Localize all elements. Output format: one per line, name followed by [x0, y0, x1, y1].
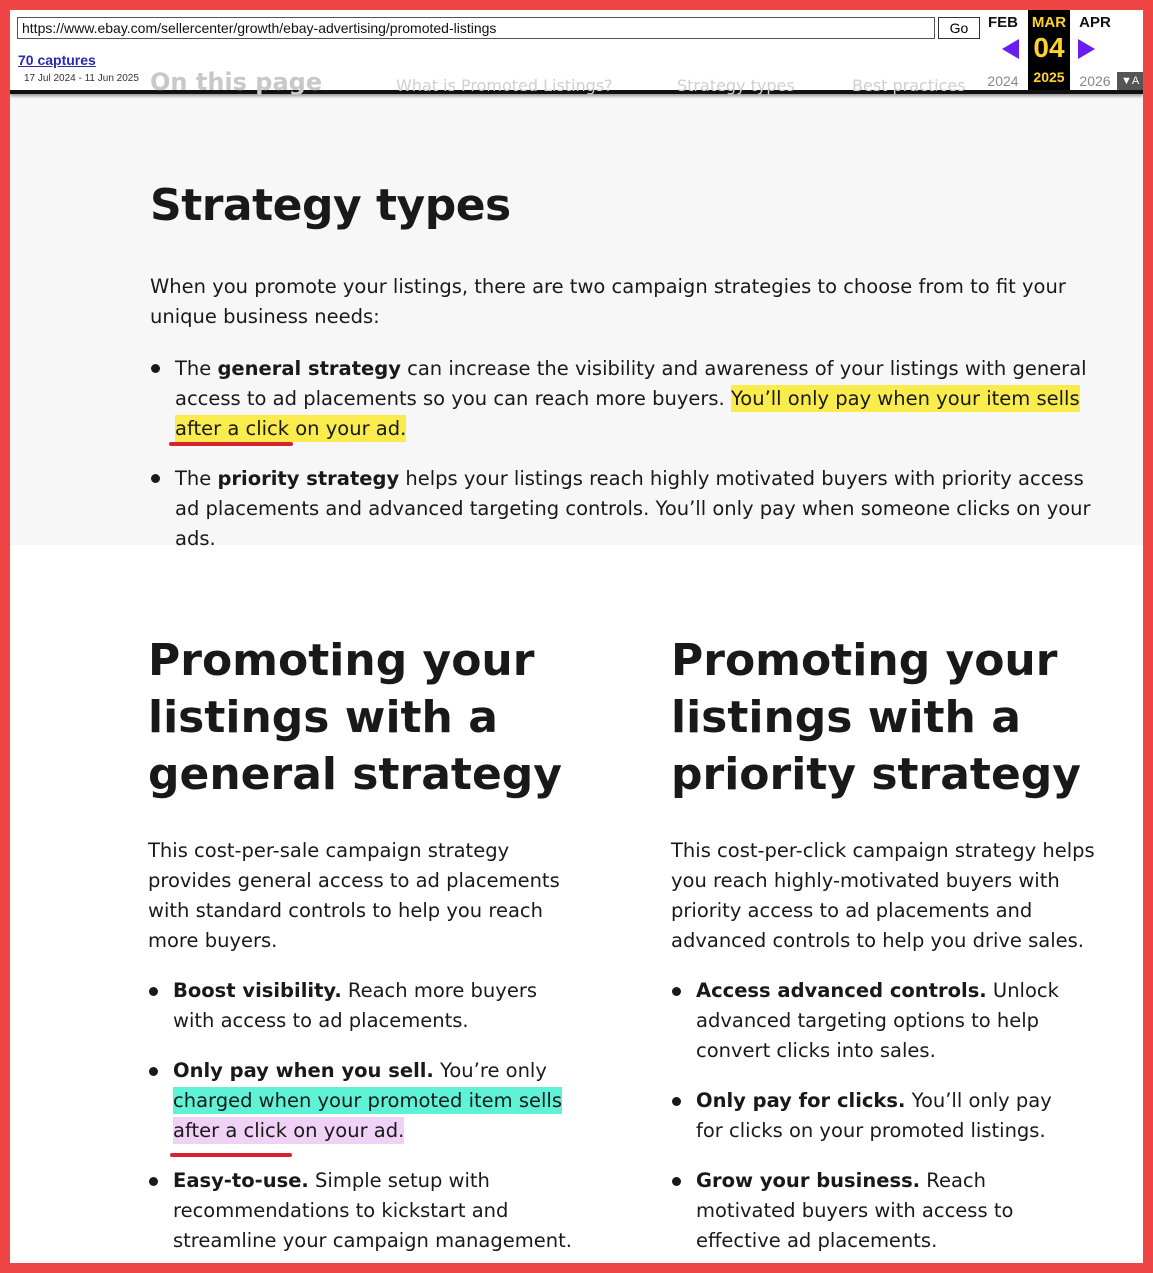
general-lead: The [175, 357, 218, 380]
on-this-page-title: On this page [150, 68, 323, 96]
general-item-pay [173, 1056, 583, 1146]
browser-frame [10, 10, 1143, 1263]
priority-strategy-bold: priority strategy [217, 467, 400, 490]
nav-link-strategy-types[interactable]: Strategy types [677, 76, 795, 95]
wayback-next-month-label: APR [1079, 14, 1111, 31]
bullet-icon [672, 1177, 681, 1186]
priority-item-grow-text: Reach motivated buyers with access to effective ad placements. [696, 1169, 1014, 1252]
bullet-icon [149, 1067, 158, 1076]
wayback-current-day: 04 [1033, 32, 1065, 63]
priority-lead: The [175, 467, 218, 490]
priority-strategy-heading: Promoting your listings with a priority strategy [671, 635, 1081, 800]
bullet-icon [151, 364, 160, 373]
red-underline-mark [169, 442, 293, 446]
nav-link-best-practices[interactable]: Best practices [852, 76, 966, 95]
wayback-current-date [1028, 10, 1070, 90]
priority-item-controls-text: Unlock advanced targeting options to help convert clicks into sales. [696, 979, 1059, 1062]
general-item-pay-text: You’re only [433, 1059, 547, 1082]
wayback-next-year[interactable]: 2026 [1079, 73, 1111, 89]
general-strategy-description: This cost-per-sale campaign strategy provides general access to ad placements with standard controls to help you reach more buyers. [148, 839, 560, 952]
prev-capture-arrow-icon[interactable] [1002, 39, 1019, 59]
triangle-down-icon: ▼ [1121, 75, 1132, 87]
general-item-boost [173, 976, 583, 1036]
wayback-expand-label: A [1131, 75, 1140, 87]
bullet-icon [149, 1177, 158, 1186]
bullet-icon [672, 1097, 681, 1106]
general-strategy-bullet [175, 354, 1110, 444]
wayback-current-month: MAR [1031, 14, 1067, 31]
priority-item-controls [696, 976, 1076, 1066]
wayback-prev-month-label: FEB [988, 14, 1018, 31]
bullet-icon [149, 987, 158, 996]
general-item-pay-highlight-pink: after a click on your ad. [173, 1119, 405, 1142]
general-item-pay-bold: Only pay when you sell. [173, 1059, 434, 1082]
priority-strategy-bullet [175, 464, 1110, 554]
general-item-boost-bold: Boost visibility. [173, 979, 342, 1002]
general-item-easy [173, 1166, 583, 1256]
general-strategy-bold: general strategy [217, 357, 401, 380]
priority-item-grow [696, 1166, 1076, 1256]
strategy-types-section [10, 94, 1143, 550]
priority-item-clicks-bold: Only pay for clicks. [696, 1089, 906, 1112]
wayback-go-button[interactable]: Go [938, 17, 980, 39]
priority-strategy-description: This cost-per-click campaign strategy helps you reach highly-motivated buyers with priority access to ad placements and advanced controls to help you drive sales. [671, 839, 1095, 952]
priority-item-grow-bold: Grow your business. [696, 1169, 921, 1192]
wayback-prev-year[interactable]: 2024 [987, 73, 1019, 89]
priority-item-clicks-text: You’ll only pay for clicks on your promoted listings. [696, 1089, 1052, 1142]
priority-item-controls-bold: Access advanced controls. [696, 979, 987, 1002]
strategy-types-heading: Strategy types [150, 180, 511, 231]
next-capture-arrow-icon[interactable] [1078, 39, 1095, 59]
wayback-toolbar [10, 10, 1143, 94]
wayback-current-year: 2025 [1033, 69, 1065, 85]
general-item-easy-text: Simple setup with recommendations to kickstart and streamline your campaign management. [173, 1169, 572, 1252]
general-strategy-text: can increase the visibility and awareness of your listings with general access to ad placements so you can reach more buyers. [175, 357, 1087, 410]
bullet-icon [151, 474, 160, 483]
bullet-icon [672, 987, 681, 996]
strategy-types-intro: When you promote your listings, there are two campaign strategies to choose from to fit your unique business needs: [150, 275, 1066, 328]
priority-strategy-text: helps your listings reach highly motivated buyers with priority access ad placements and advanced targeting controls. You’ll only pay when someone clicks on your ads. [175, 467, 1091, 550]
wayback-captures-link[interactable]: 70 captures [18, 52, 96, 68]
general-item-boost-text: Reach more buyers with access to ad placements. [173, 979, 537, 1032]
red-underline-mark [170, 1153, 292, 1157]
general-item-pay-highlight-teal: charged when your promoted item sells [173, 1089, 563, 1112]
priority-item-clicks [696, 1086, 1076, 1146]
general-strategy-highlight: You’ll only pay when your item sells after a click on your ad. [175, 387, 1080, 440]
wayback-prev-month[interactable] [982, 14, 1024, 89]
wayback-next-month[interactable] [1074, 14, 1116, 89]
wayback-capture-range: 17 Jul 2024 - 11 Jun 2025 [24, 73, 139, 84]
wayback-expand-button[interactable] [1117, 72, 1143, 90]
wayback-url-input[interactable] [17, 17, 935, 39]
general-strategy-heading: Promoting your listings with a general strategy [148, 635, 562, 800]
nav-link-what-is[interactable]: What is Promoted Listings? [396, 76, 613, 95]
general-item-easy-bold: Easy-to-use. [173, 1169, 309, 1192]
